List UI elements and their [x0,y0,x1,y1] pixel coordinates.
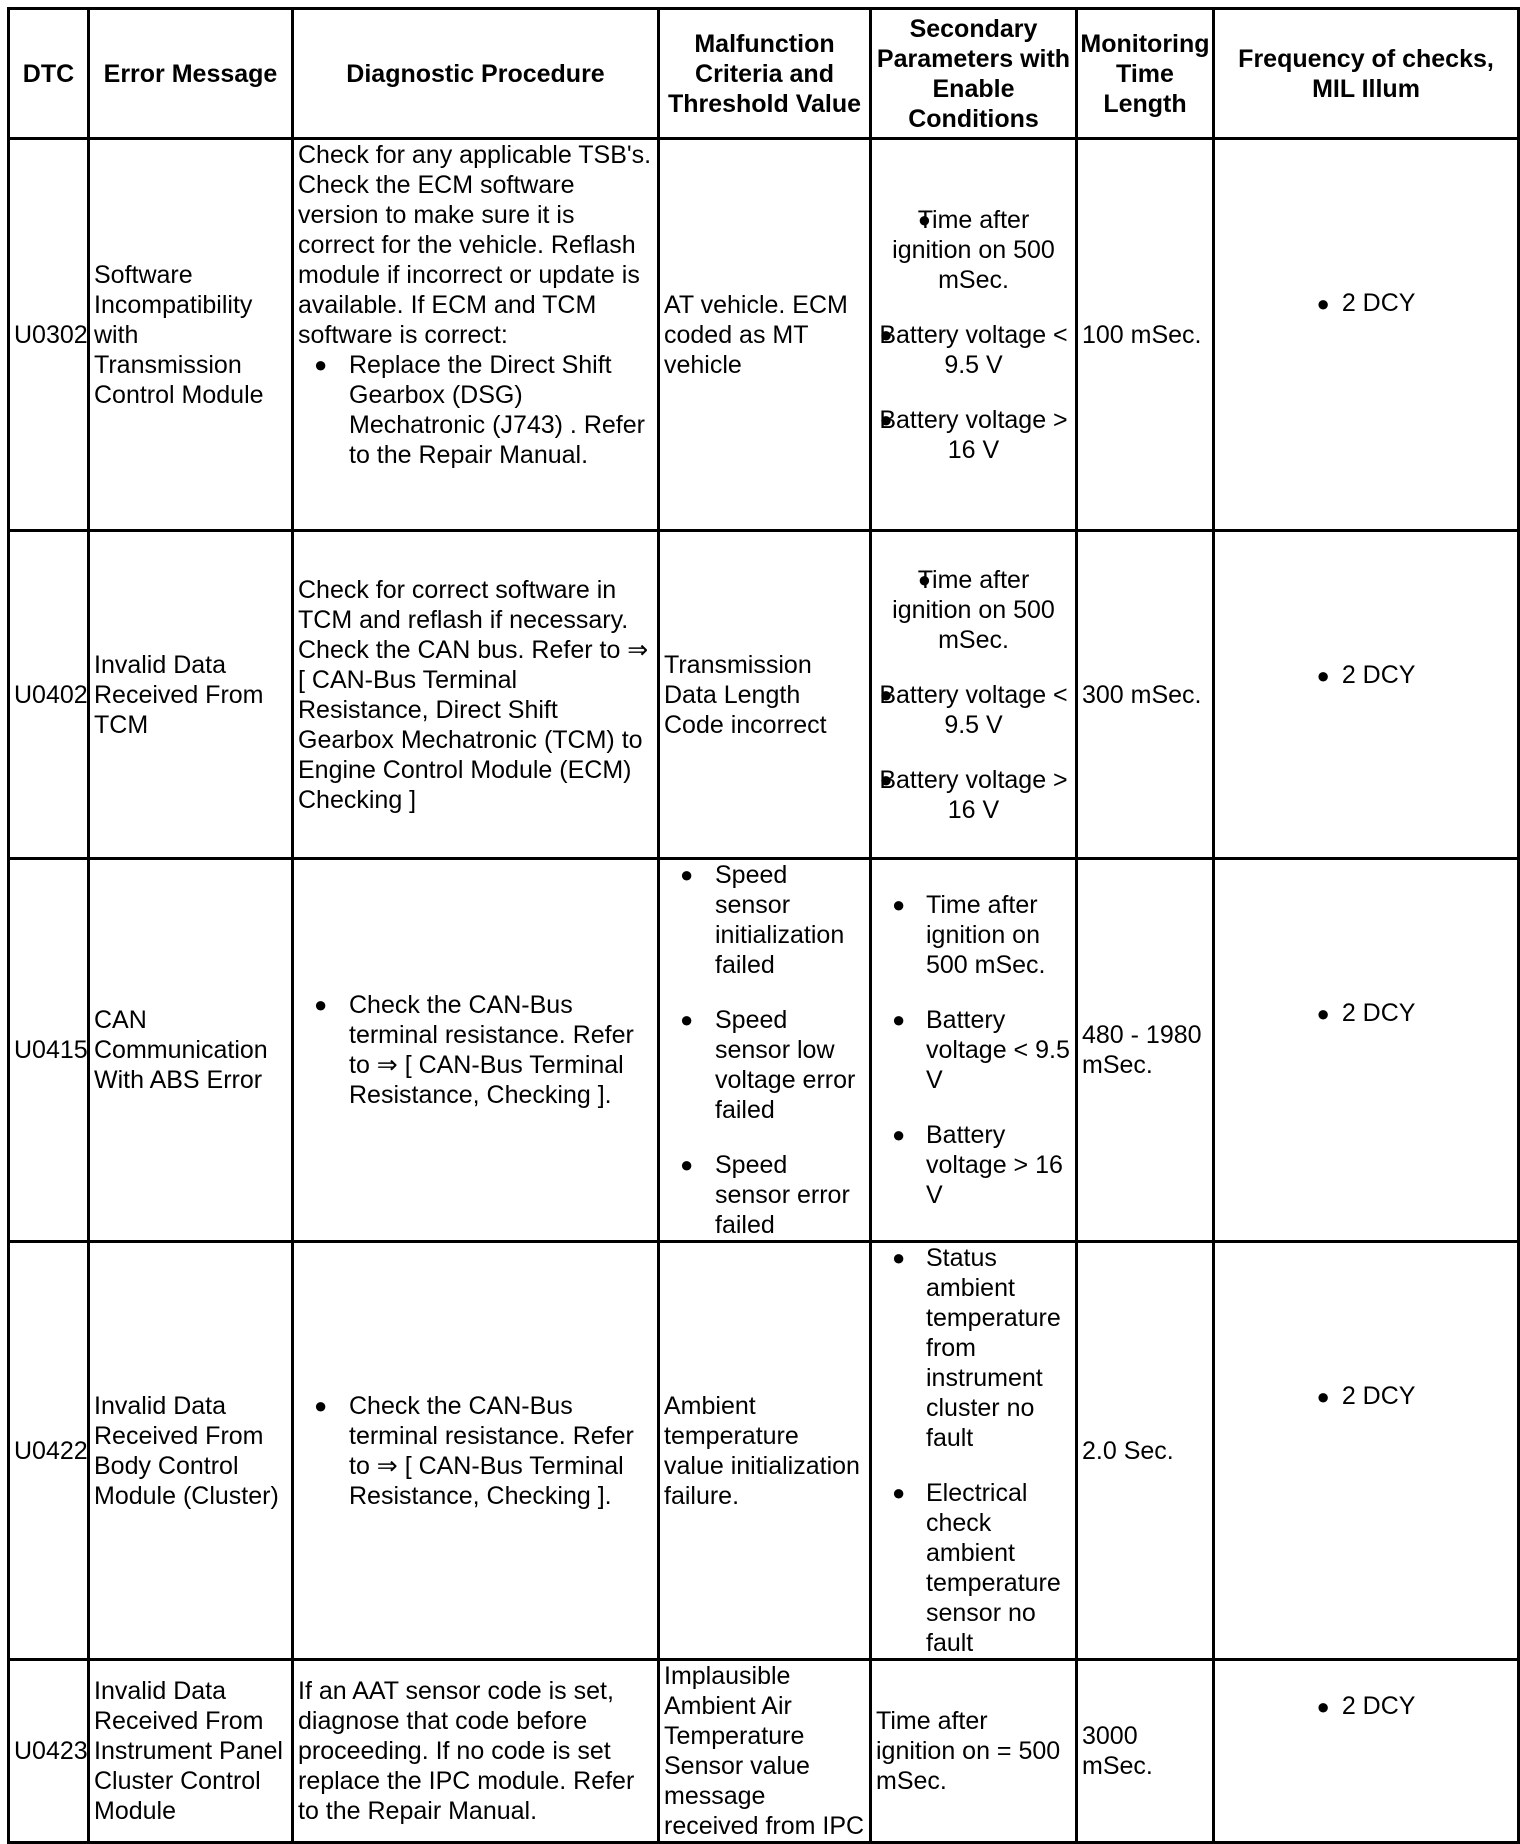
dtc-cell: U0402 [9,531,89,859]
secondary-bullet: ● Time after ignition on 500 mSec. [872,890,1075,980]
table-row [9,1660,1519,1843]
secondary-bullet: ● Battery voltage > 16 V [872,405,1075,465]
secondary-list [872,205,1075,465]
malfunction-cell: Transmission Data Length Code incorrect [659,531,871,859]
error-message-cell: Invalid Data Received From Instrument Panel Cluster Control Module [89,1660,293,1843]
diagnostic-procedure-cell: If an AAT sensor code is set, diagnose that code before proceeding. If no code is set replace the IPC module. Refer to the Repair Manual. [293,1660,659,1843]
frequency-value: ● 2 DCY [1317,660,1416,691]
monitoring-time-cell: 480 - 1980 mSec. [1077,859,1214,1242]
secondary-parameters-cell [871,531,1077,859]
table-row [9,859,1519,1242]
error-message-cell: CAN Communication With ABS Error [89,859,293,1242]
malfunction-cell [659,859,871,1242]
secondary-bullet: ● Battery voltage > 16 V [872,765,1075,825]
table-row [9,139,1519,531]
header-diagnostic-procedure: Diagnostic Procedure [293,9,659,139]
header-dtc: DTC [9,9,89,139]
secondary-bullet: ● Battery voltage < 9.5 V [872,680,1075,740]
frequency-cell [1214,139,1519,531]
secondary-list [872,890,1075,1210]
monitoring-time-cell: 2.0 Sec. [1077,1242,1214,1660]
secondary-bullet: ● Time after ignition on 500 mSec. [872,565,1075,655]
dtc-table [7,7,1520,1844]
procedure-bullet: ● Replace the Direct Shift Gearbox (DSG) Mechatronic (J743) . Refer to the Repair Manual. [294,350,657,470]
table-row [9,531,1519,859]
secondary-bullet: ● Electrical check ambient temperature sensor no fault [872,1478,1075,1658]
frequency-cell [1214,859,1519,1242]
malfunction-cell: Ambient temperature value initialization failure. [659,1242,871,1660]
secondary-parameters-cell [871,139,1077,531]
secondary-bullet: ● Time after ignition on 500 mSec. [872,205,1075,295]
diagnostic-procedure-cell [293,1242,659,1660]
monitoring-time-cell: 300 mSec. [1077,531,1214,859]
malfunction-bullet: ● Speed sensor error failed [660,1150,869,1240]
frequency-value: ● 2 DCY [1317,288,1416,319]
secondary-parameters-cell: Time after ignition on = 500 mSec. [871,1660,1077,1843]
dtc-cell: U0415 [9,859,89,1242]
malfunction-bullet: ● Speed sensor low voltage error failed [660,1005,869,1125]
secondary-bullet: ● Battery voltage < 9.5 V [872,1005,1075,1095]
dtc-cell: U0302 [9,139,89,531]
diagnostic-procedure-cell [293,139,659,531]
dtc-cell: U0422 [9,1242,89,1660]
secondary-parameters-cell [871,859,1077,1242]
malfunction-list [660,860,869,1240]
frequency-cell [1214,1660,1519,1843]
header-frequency: Frequency of checks, MIL Illum [1214,9,1519,139]
error-message-cell: Invalid Data Received From Body Control Module (Cluster) [89,1242,293,1660]
malfunction-bullet: ● Speed sensor initialization failed [660,860,869,980]
error-message-cell: Invalid Data Received From TCM [89,531,293,859]
header-malfunction-criteria: Malfunction Criteria and Threshold Value [659,9,871,139]
secondary-parameters-cell [871,1242,1077,1660]
header-error-message: Error Message [89,9,293,139]
frequency-value: ● 2 DCY [1317,1691,1416,1722]
header-row [9,9,1519,139]
procedure-bullet: ● Check the CAN-Bus terminal resistance. Refer to ⇒ [ CAN-Bus Terminal Resistance, Checking ]. [294,1391,657,1511]
diagnostic-procedure-cell: Check for correct software in TCM and reflash if necessary. Check the CAN bus. Refer to ⇒ [ CAN-Bus Terminal Resistance, Direct Shift Gearbox Mechatronic (TCM) to Engine Control Module (ECM) Checking ] [293,531,659,859]
secondary-bullet: ● Battery voltage < 9.5 V [872,320,1075,380]
secondary-bullet: ● Battery voltage > 16 V [872,1120,1075,1210]
procedure-bullet: ● Check the CAN-Bus terminal resistance. Refer to ⇒ [ CAN-Bus Terminal Resistance, Checking ]. [294,990,657,1110]
procedure-list [294,1391,657,1511]
secondary-list [872,565,1075,825]
malfunction-cell: AT vehicle. ECM coded as MT vehicle [659,139,871,531]
table-row [9,1242,1519,1660]
header-secondary-parameters: Secondary Parameters with Enable Conditions [871,9,1077,139]
frequency-cell [1214,531,1519,859]
diagnostic-procedure-cell [293,859,659,1242]
malfunction-cell: Implausible Ambient Air Temperature Sensor value message received from IPC [659,1660,871,1843]
procedure-list [294,990,657,1110]
frequency-cell [1214,1242,1519,1660]
procedure-list [294,350,657,470]
error-message-cell: Software Incompatibility with Transmission Control Module [89,139,293,531]
procedure-text: Check for any applicable TSB's. Check the ECM software version to make sure it is correct for the vehicle. Reflash module if incorrect or update is available. If ECM and TCM software is correct: [298,141,652,349]
frequency-value: ● 2 DCY [1317,998,1416,1029]
monitoring-time-cell: 100 mSec. [1077,139,1214,531]
monitoring-time-cell: 3000 mSec. [1077,1660,1214,1843]
secondary-bullet: ● Status ambient temperature from instrument cluster no fault [872,1243,1075,1453]
dtc-cell: U0423 [9,1660,89,1843]
frequency-value: ● 2 DCY [1317,1381,1416,1412]
secondary-list [872,1243,1075,1658]
header-monitoring-time: Monitoring Time Length [1077,9,1214,139]
